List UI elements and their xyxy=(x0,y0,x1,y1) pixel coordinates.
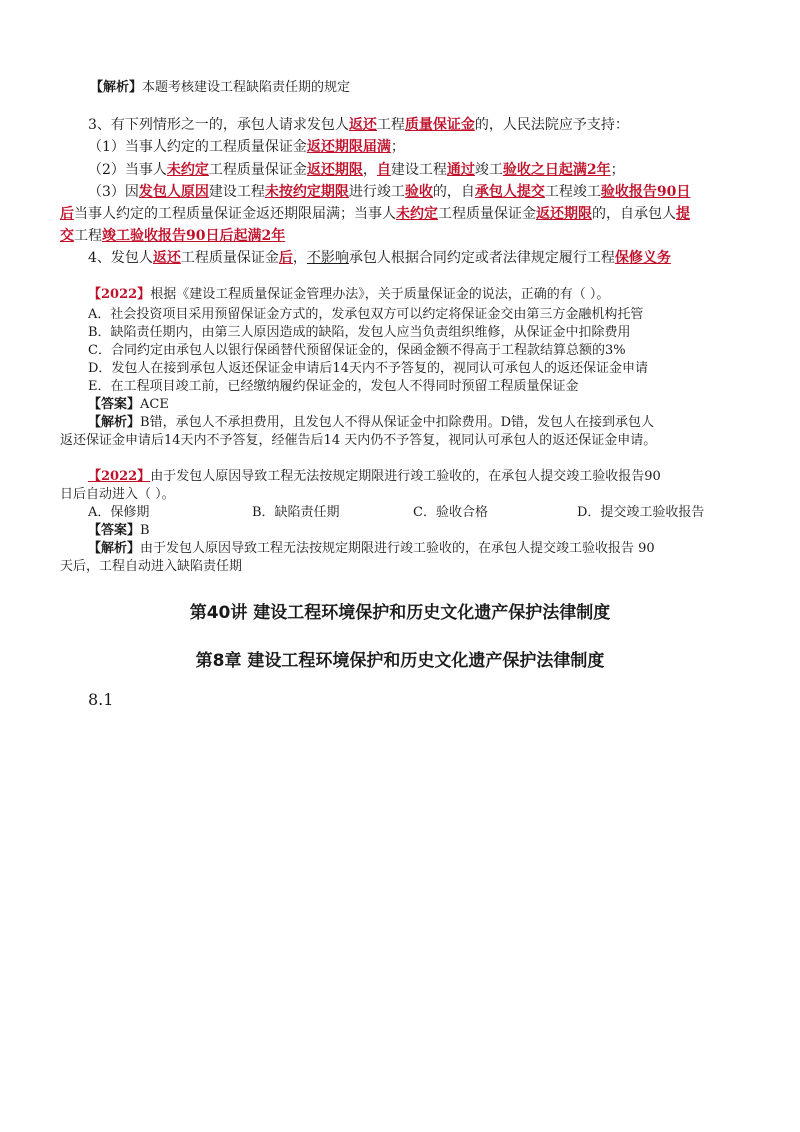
analysis-tag: 【解析】 xyxy=(88,541,141,556)
text: 承包人根据合同约定或者法律规定履行工程 xyxy=(348,250,615,266)
key-term: 返还 xyxy=(152,250,181,266)
key-term: 验收 xyxy=(404,184,433,200)
question-1-stem xyxy=(88,283,609,302)
key-term: 发包人原因 xyxy=(138,184,209,200)
key-term: 返还期限 xyxy=(536,206,592,222)
text: （1）当事人约定的工程质量保证金 xyxy=(88,139,307,155)
key-term: 承包人提交 xyxy=(474,184,545,200)
q2-option-b: B．缺陷责任期 xyxy=(252,505,340,520)
para-3-line-1 xyxy=(88,114,629,134)
question-2-stem-2: 日后自动进入（ ）。 xyxy=(60,487,175,502)
chapter-heading: 第8章 建设工程环境保护和历史文化遗产保护法律制度 xyxy=(195,651,605,671)
q2-analysis-line-2: 天后，工程自动进入缺陷责任期 xyxy=(60,559,243,574)
key-term: 验收之日起满2年 xyxy=(502,162,611,178)
year-tag: 【2022】 xyxy=(88,287,151,302)
q2-answer-line xyxy=(88,519,150,538)
answer-tag: 【答案】 xyxy=(88,523,141,538)
option-a: A．社会投资项目采用预留保证金方式的，发承包双方可以约定将保证金交由第三方金融机构托管 xyxy=(88,307,644,322)
option-c: C．合同约定由承包人以银行保函替代预留保证金的，保函金额不得高于工程款结算总额的3% xyxy=(88,343,626,358)
para-3-line-4 xyxy=(88,181,690,201)
analysis-text: 本题考核建设工程缺陷责任期的规定 xyxy=(142,80,351,95)
text: 当事人约定的工程质量保证金返还期限届满；当事人 xyxy=(74,206,396,222)
analysis-tag: 【解析】 xyxy=(88,415,141,430)
q2-option-d: D．提交竣工验收报告 xyxy=(577,505,705,520)
text: ， xyxy=(362,162,377,178)
option-e: E．在工程项目竣工前，已经缴纳履约保证金的，发包人不得同时预留工程质量保证金 xyxy=(88,379,579,394)
key-term: 未约定 xyxy=(396,206,438,222)
key-term: 未按约定期限 xyxy=(264,184,349,200)
option-d: D．发包人在接到承包人返还保证金申请后14天内不予答复的，视同认可承包人的返还保证金申请 xyxy=(88,361,648,376)
analysis-text: B错，承包人不承担费用，且发包人不得从保证金中扣除费用。D错，发包人在接到承包人 xyxy=(140,415,654,430)
key-term: 交 xyxy=(60,228,74,244)
text: 工程质量保证金 xyxy=(438,206,536,222)
question-stem: 根据《建设工程质量保证金管理办法》，关于质量保证金的说法，正确的有（ ）。 xyxy=(150,287,610,302)
text: 进行竣工 xyxy=(348,184,405,200)
text: 建设工程 xyxy=(208,184,265,200)
answer-line xyxy=(88,393,169,412)
analysis-line xyxy=(90,76,350,95)
text: 竣工 xyxy=(474,162,503,178)
text: 工程 xyxy=(376,117,405,133)
key-term: 后 xyxy=(60,206,74,222)
text: 4、发包人 xyxy=(88,250,153,266)
answer-value: ACE xyxy=(140,397,169,412)
text: 的，人民法院应予支持： xyxy=(474,117,629,133)
text: 的，自承包人 xyxy=(592,206,676,222)
key-term: 质量保证金 xyxy=(404,117,475,133)
key-term: 返还期限届满 xyxy=(306,139,391,155)
text: 3、有下列情形之一的，承包人请求发包人 xyxy=(88,117,349,133)
para-3-line-6 xyxy=(60,225,285,245)
para-3-line-5 xyxy=(60,203,690,223)
para-3-line-3 xyxy=(88,159,625,179)
analysis-tag: 【解析】 xyxy=(90,80,143,95)
text: 工程质量保证金 xyxy=(208,162,307,178)
key-term: 提 xyxy=(676,206,690,222)
text: （2）当事人 xyxy=(88,162,167,178)
underlined-term: 不影响 xyxy=(306,250,349,266)
question-stem: 由于发包人原因导致工程无法按规定期限进行竣工验收的，在承包人提交竣工验收报告90 xyxy=(150,469,661,484)
lecture-heading: 第40讲 建设工程环境保护和历史文化遗产保护法律制度 xyxy=(189,603,611,623)
para-3-line-2 xyxy=(88,136,405,156)
key-term: 自 xyxy=(376,162,391,178)
key-term: 保修义务 xyxy=(614,250,671,266)
answer-tag: 【答案】 xyxy=(88,397,141,412)
key-term: 后 xyxy=(278,250,293,266)
analysis-line-1 xyxy=(88,411,654,430)
q2-analysis-line-1 xyxy=(88,537,655,556)
text: ， xyxy=(292,250,307,266)
text: （3）因 xyxy=(88,184,139,200)
key-term: 竣工验收报告90日后起满2年 xyxy=(102,228,286,244)
analysis-line-2: 返还保证金申请后14天内不予答复，经催告后14 天内仍不予答复，视同认可承包人的返还保证金申请。 xyxy=(60,433,657,448)
text: ； xyxy=(390,139,405,155)
question-2-stem-1 xyxy=(88,465,661,484)
analysis-text: 由于发包人原因导致工程无法按规定期限进行竣工验收的，在承包人提交竣工验收报告 90 xyxy=(140,541,655,556)
q2-option-c: C．验收合格 xyxy=(413,505,488,520)
answer-value: B xyxy=(140,523,150,538)
para-4 xyxy=(88,247,671,267)
option-b: B．缺陷责任期内，由第三人原因造成的缺陷，发包人应当负责组织维修，从保证金中扣除费用 xyxy=(88,325,631,340)
key-term: 返还期限 xyxy=(306,162,363,178)
text: 的，自 xyxy=(432,184,475,200)
text: ； xyxy=(610,162,625,178)
text: 工程质量保证金 xyxy=(180,250,279,266)
q2-option-a: A．保修期 xyxy=(88,505,150,520)
text: 工程竣工 xyxy=(544,184,601,200)
year-tag: 【2022】 xyxy=(88,469,151,484)
key-term: 验收报告90日 xyxy=(600,184,691,200)
text: 工程 xyxy=(74,228,102,244)
key-term: 未约定 xyxy=(166,162,209,178)
text: 建设工程 xyxy=(390,162,447,178)
section-number: 8.1 xyxy=(88,690,114,709)
key-term: 通过 xyxy=(446,162,475,178)
key-term: 返还 xyxy=(348,117,377,133)
